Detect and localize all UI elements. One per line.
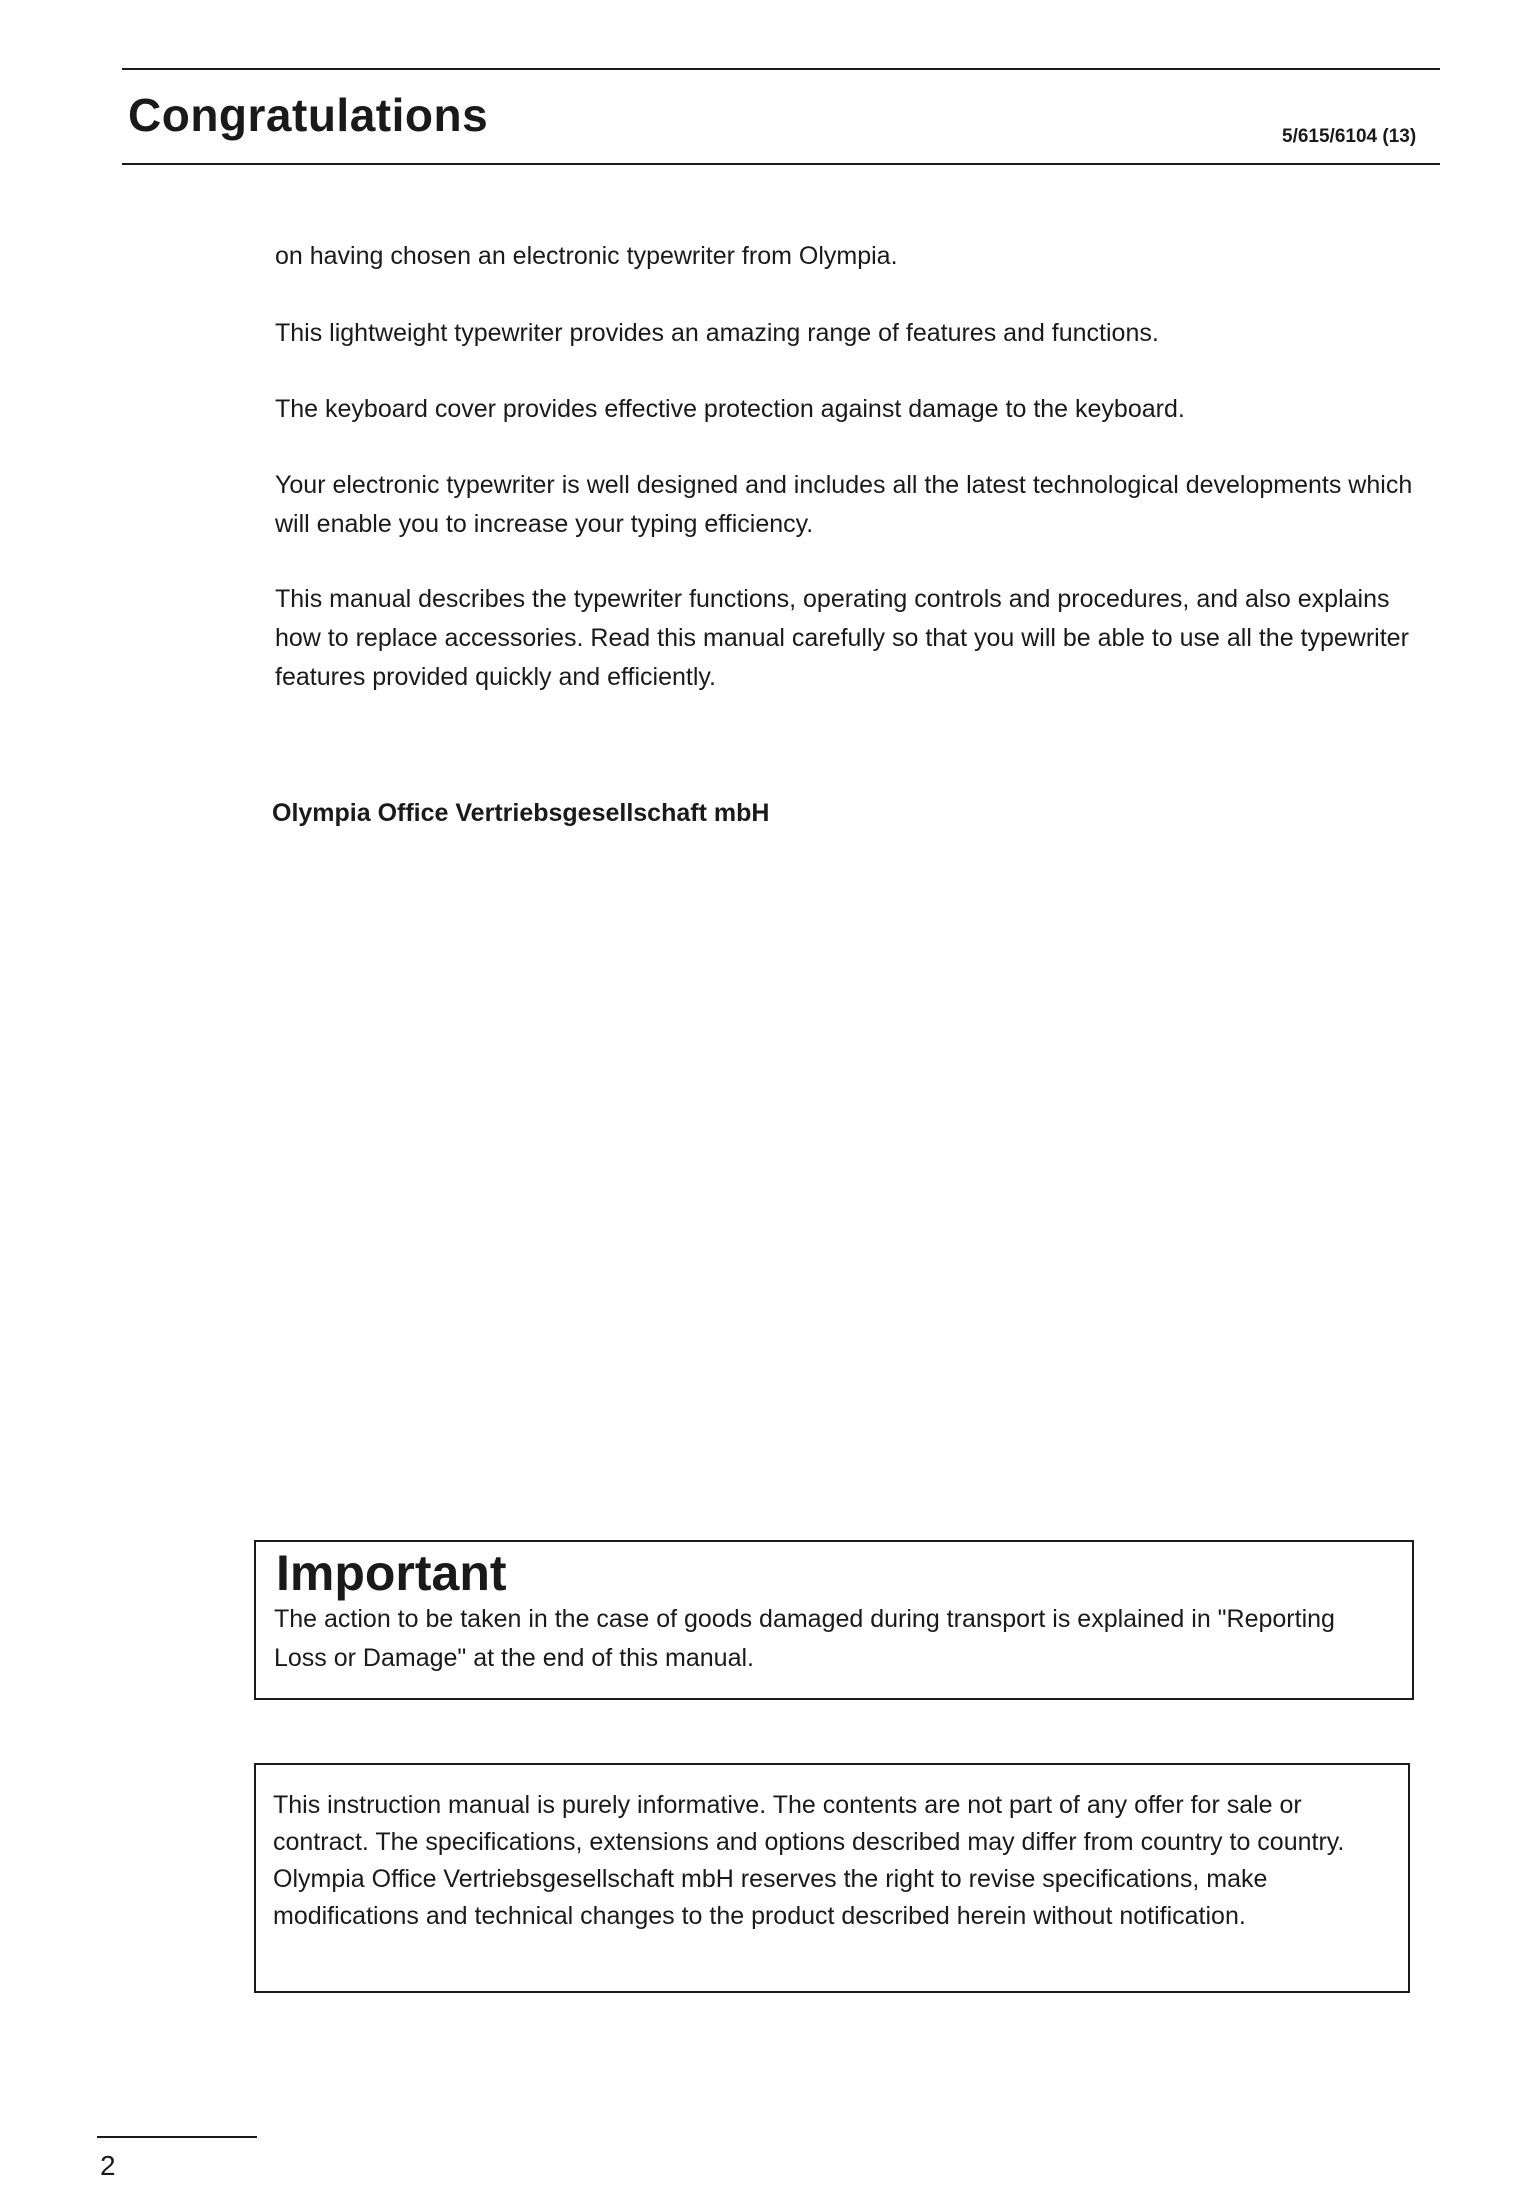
intro-paragraph: Your electronic typewriter is well designed and includes all the latest technological developments which will enable you to increase your typing efficiency. (275, 471, 1413, 538)
disclaimer-text: This instruction manual is purely informative. The contents are not part of any offer for sale or contract. The specifications, extensions and options described may differ from country to country. Olympia Office Vertriebsgesellschaft mbH reserves the right to revise specifications, make modifications and technical changes to the product described herein without notification. (273, 1791, 1345, 1930)
intro-paragraph: This lightweight typewriter provides an amazing range of features and functions. (275, 319, 1159, 347)
document-code: 5/615/6104 (13) (1282, 126, 1417, 147)
intro-paragraph: on having chosen an electronic typewriter from Olympia. (275, 242, 898, 270)
important-heading: Important (276, 1545, 507, 1601)
important-text: The action to be taken in the case of goods damaged during transport is explained in "Reporting Loss or Damage" at the end of this manual. (274, 1605, 1335, 1672)
disclaimer-box (254, 1763, 1410, 1993)
page-title: Congratulations (128, 89, 489, 141)
top-rule (122, 68, 1440, 70)
title-rule (122, 163, 1440, 165)
intro-paragraph: The keyboard cover provides effective protection against damage to the keyboard. (275, 395, 1185, 423)
important-notice-box (254, 1540, 1414, 1700)
page-number: 2 (100, 2150, 116, 2181)
company-signature: Olympia Office Vertriebsgesellschaft mbH (272, 799, 770, 827)
footer-rule (97, 2136, 257, 2138)
intro-paragraph: This manual describes the typewriter functions, operating controls and procedures, and also explains how to replace accessories. Read this manual carefully so that you will be able to use all the typewriter features provided quickly and efficiently. (275, 585, 1409, 691)
